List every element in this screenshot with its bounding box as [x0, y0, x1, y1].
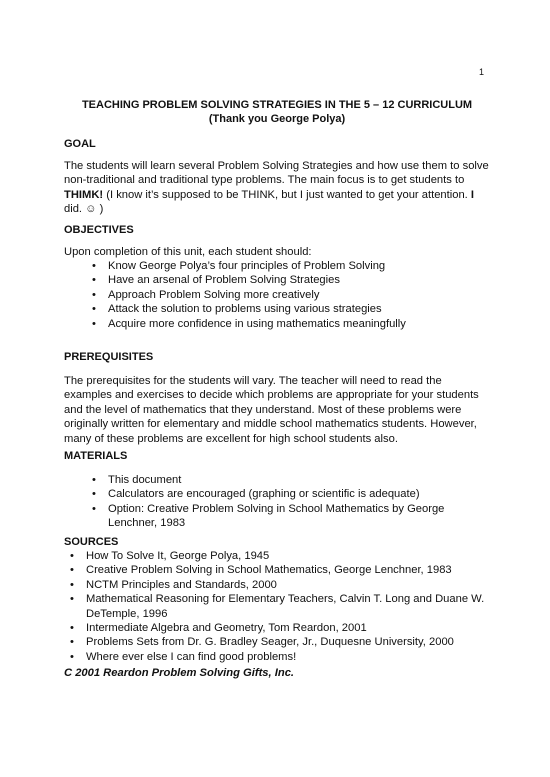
- list-item: • Where ever else I can find good problems!: [64, 650, 490, 664]
- list-item: • Approach Problem Solving more creatively: [86, 288, 490, 302]
- list-item: • Option: Creative Problem Solving in School Mathematics by George Lenchner, 1983: [86, 502, 466, 531]
- list-item: • Have an arsenal of Problem Solving Strategies: [86, 273, 490, 287]
- materials-list: [86, 473, 466, 531]
- list-item: • Attack the solution to problems using various strategies: [86, 302, 490, 316]
- objectives-intro: Upon completion of this unit, each student should:: [64, 246, 312, 258]
- document-title: [64, 98, 490, 126]
- list-item: • Acquire more confidence in using mathematics meaningfully: [86, 317, 490, 331]
- prerequisites-paragraph: The prerequisites for the students will vary. The teacher will need to read the examples and exercises to decide which problems are appropriate for your students and the level of mathematics that they understand. Most of these problems were originally written for elementary and middle school mathematics students. However, many of these problems are excellent for high school students also.: [64, 375, 479, 445]
- goal-heading: GOAL: [64, 138, 96, 150]
- goal-text-a: The students will learn several Problem Solving Strategies and how use them to solve non-traditional and traditional type problems. The main focus is to get students to: [64, 160, 489, 187]
- sources-list: [64, 549, 490, 664]
- goal-text-b: (I know it’s supposed to be THINK, but I just wanted to get your attention.: [103, 188, 471, 201]
- list-item: • Problems Sets from Dr. G. Bradley Seager, Jr., Duquesne University, 2000: [64, 635, 490, 649]
- list-item: • How To Solve It, George Polya, 1945: [64, 549, 490, 563]
- list-item: • Creative Problem Solving in School Mathematics, George Lenchner, 1983: [64, 563, 490, 577]
- list-item: • Know George Polya’s four principles of Problem Solving: [86, 259, 490, 273]
- page-number: 1: [478, 67, 484, 77]
- goal-i: I: [470, 188, 474, 201]
- title-line-1: TEACHING PROBLEM SOLVING STRATEGIES IN THE 5 – 12 CURRICULUM: [81, 99, 473, 111]
- objectives-heading: OBJECTIVES: [64, 224, 134, 236]
- goal-think: THIMK!: [64, 188, 104, 201]
- goal-text-c: did. ☺ ): [64, 203, 104, 216]
- list-item: • Mathematical Reasoning for Elementary Teachers, Calvin T. Long and Duane W. DeTemple, 1996: [64, 592, 490, 621]
- title-line-2: (Thank you George Polya): [208, 113, 346, 125]
- list-item: • This document: [86, 473, 466, 487]
- materials-heading: MATERIALS: [64, 450, 128, 462]
- sources-heading: SOURCES: [64, 536, 119, 548]
- copyright-footer: C 2001 Reardon Problem Solving Gifts, Inc.: [64, 667, 295, 679]
- list-item: • NCTM Principles and Standards, 2000: [64, 578, 490, 592]
- goal-paragraph: [64, 159, 490, 217]
- list-item: • Intermediate Algebra and Geometry, Tom Reardon, 2001: [64, 621, 490, 635]
- prerequisites-heading: PREREQUISITES: [64, 351, 154, 363]
- list-item: • Calculators are encouraged (graphing or scientific is adequate): [86, 487, 466, 501]
- objectives-list: [86, 259, 490, 331]
